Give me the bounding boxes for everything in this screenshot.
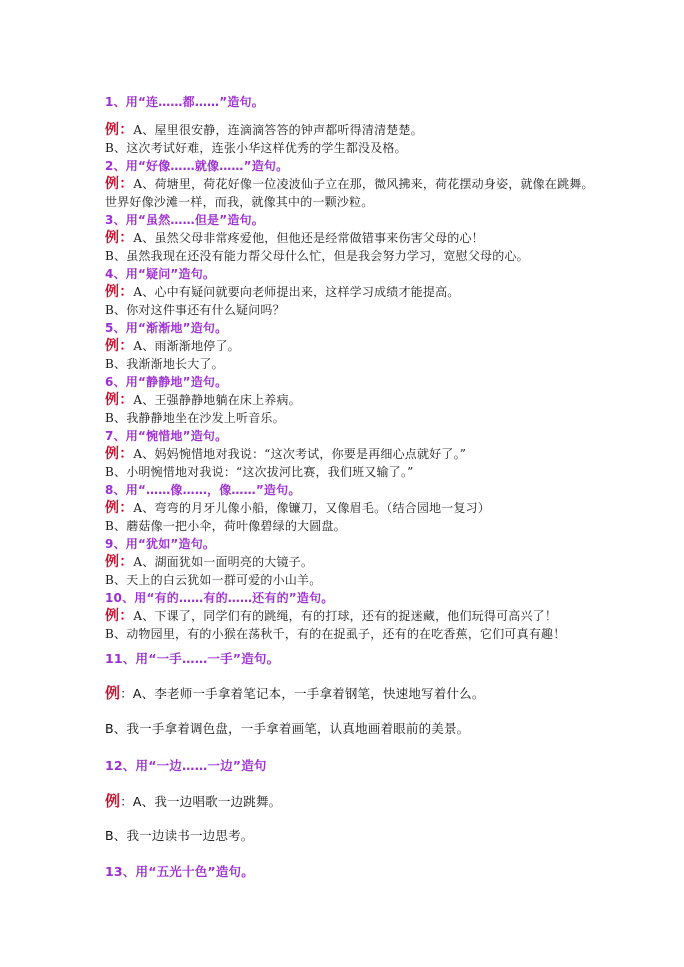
section-title: 7、用“惋惜地”造句。 [105, 429, 228, 443]
example-line-a [105, 121, 423, 139]
section-title: 11、用“一手……一手”造句。 [105, 651, 280, 666]
example-text: A、荷塘里，荷花好像一位凌波仙子立在那，微风拂来，荷花摆动身姿，就像在跳舞。 [133, 177, 594, 191]
example-line-a [105, 283, 459, 301]
section-title: 6、用“静静地”造句。 [105, 375, 228, 389]
example-line-a [105, 684, 485, 703]
example-line-b: B、动物园里，有的小猴在荡秋千，有的在捉虱子，还有的在吃香蕉，它们可真有趣！ [105, 627, 566, 641]
example-line-b: B、虽然我现在还没有能力帮父母什么忙，但是我会努力学习，宽慰父母的心。 [105, 249, 529, 263]
example-line-a [105, 175, 594, 193]
example-line-a [105, 445, 466, 463]
example-text: A、王强静静地躺在床上养病。 [133, 393, 301, 407]
section-title: 10、用“有的……有的……还有的”造句。 [105, 591, 334, 605]
section-title: 5、用“渐渐地”造句。 [105, 321, 228, 335]
example-label: 例： [105, 284, 134, 300]
example-label: 例： [105, 122, 134, 138]
example-line-a [105, 553, 313, 571]
example-line-b: B、我一边读书一边思考。 [105, 828, 254, 843]
example-line-b: B、我静静地坐在沙发上听音乐。 [105, 411, 285, 425]
example-label: 例： [105, 500, 134, 516]
section-title: 1、用“连……都……”造句。 [105, 95, 264, 109]
example-line-b: B、你对这件事还有什么疑问吗？ [105, 303, 285, 317]
example-line-b: B、蘑菇像一把小伞，荷叶像碧绿的大圆盘。 [105, 519, 346, 533]
example-label: 例 [105, 792, 121, 810]
example-label: 例： [105, 446, 134, 462]
section-title: 3、用“虽然……但是”造句。 [105, 213, 264, 227]
example-text: A、虽然父母非常疼爱他，但他还是经常做错事来伤害父母的心！ [133, 231, 484, 245]
section-title: 9、用“犹如”造句。 [105, 537, 216, 551]
example-label: 例： [105, 338, 134, 354]
example-line-a [105, 391, 301, 409]
section-title: 13、用“五光十色”造句。 [105, 864, 254, 879]
example-text: A、湖面犹如一面明亮的大镜子。 [133, 555, 314, 569]
example-text: A、雨渐渐地停了。 [133, 339, 240, 353]
example-label: 例： [105, 554, 134, 570]
example-line-a [105, 337, 240, 355]
example-label: 例： [105, 176, 134, 192]
example-label: 例 [105, 684, 121, 702]
example-line-b: B、这次考试好难，连张小华这样优秀的学生都没及格。 [105, 141, 407, 155]
example-text: ：A、我一边唱歌一边跳舞。 [120, 794, 282, 809]
example-line-b: B、天上的白云犹如一群可爱的小山羊。 [105, 573, 322, 587]
example-line-b: B、我一手拿着调色盘，一手拿着画笔，认真地画着眼前的美景。 [105, 721, 470, 736]
section-title: 4、用“疑问”造句。 [105, 267, 216, 281]
example-text: A、心中有疑问就要向老师提出来，这样学习成绩才能提高。 [133, 285, 460, 299]
example-line-b: 世界好像沙滩一样，而我，就像其中的一颗沙粒。 [105, 195, 374, 209]
example-line-a [105, 499, 490, 517]
example-line-a [105, 607, 557, 625]
example-line-a [105, 229, 484, 247]
example-line-b: B、我渐渐地长大了。 [105, 357, 224, 371]
example-label: 例： [105, 608, 134, 624]
example-text: A、妈妈惋惜地对我说：“这次考试，你要是再细心点就好了。” [133, 447, 467, 461]
example-label: 例： [105, 230, 134, 246]
example-text: A、弯弯的月牙儿像小船，像镰刀，又像眉毛。（结合园地一复习） [133, 501, 491, 515]
example-text: ：A、李老师一手拿着笔记本，一手拿着钢笔，快速地写着什么。 [120, 686, 485, 701]
example-text: A、屋里很安静，连滴滴答答的钟声都听得清清楚楚。 [133, 123, 423, 137]
section-title: 2、用“好像……就像……”造句。 [105, 159, 289, 173]
example-line-b: B、小明惋惜地对我说：“这次拔河比赛，我们班又输了。” [105, 465, 414, 479]
example-line-a [105, 792, 281, 811]
example-label: 例： [105, 392, 134, 408]
section-title: 12、用“一边……一边”造句 [105, 758, 267, 773]
section-title: 8、用“……像……，像……”造句。 [105, 483, 301, 497]
example-text: A、下课了，同学们有的跳绳，有的打球，还有的捉迷藏，他们玩得可高兴了！ [133, 609, 558, 623]
